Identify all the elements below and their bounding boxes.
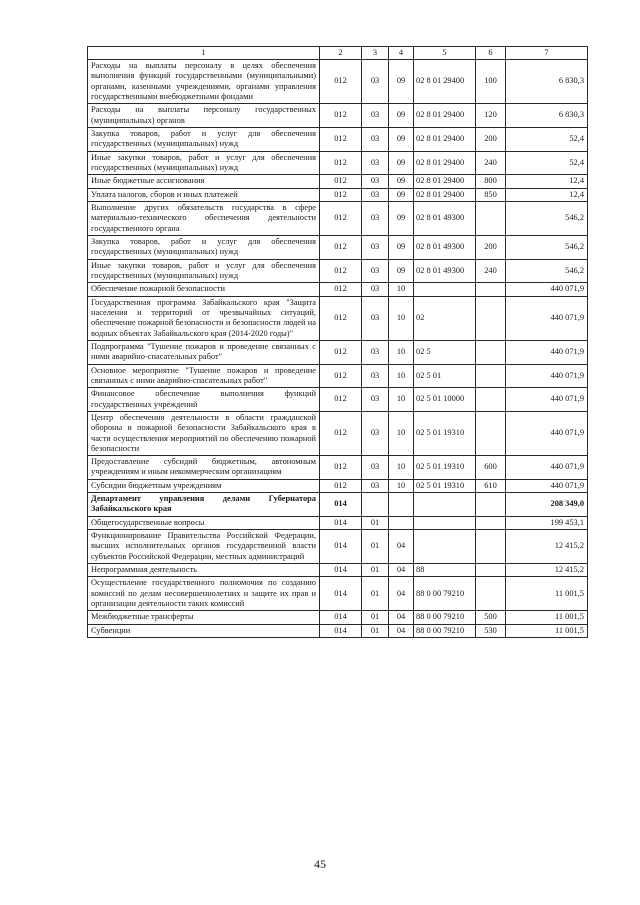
target-article-cell (414, 516, 476, 529)
subsection-code-cell: 04 (389, 564, 414, 577)
table-row (88, 175, 588, 188)
row-name-cell: Финансовое обеспечение выполнения функций государственных учреждений (88, 388, 320, 412)
target-article-cell: 02 8 01 29400 (414, 127, 476, 151)
row-name-cell: Общегосударственные вопросы (88, 516, 320, 529)
target-article-cell: 02 8 01 49300 (414, 235, 476, 259)
section-code-cell: 03 (362, 188, 389, 201)
subsection-code-cell: 04 (389, 624, 414, 637)
expense-type-cell (476, 364, 506, 388)
section-code-cell: 03 (362, 456, 389, 480)
expense-type-cell: 240 (476, 259, 506, 283)
subsection-code-cell: 09 (389, 235, 414, 259)
subsection-code-cell: 09 (389, 259, 414, 283)
target-article-cell (414, 493, 476, 517)
amount-cell: 440 071,9 (506, 456, 588, 480)
amount-cell: 440 071,9 (506, 340, 588, 364)
grbs-code-cell: 012 (320, 364, 362, 388)
subsection-code-cell: 09 (389, 175, 414, 188)
header-cell: 7 (506, 47, 588, 60)
section-code-cell: 01 (362, 564, 389, 577)
target-article-cell: 02 8 01 29400 (414, 104, 476, 128)
grbs-code-cell: 014 (320, 530, 362, 564)
section-code-cell: 01 (362, 624, 389, 637)
section-code-cell: 03 (362, 235, 389, 259)
expense-type-cell: 800 (476, 175, 506, 188)
amount-cell: 546,2 (506, 235, 588, 259)
section-code-cell: 03 (362, 411, 389, 455)
expense-type-cell (476, 493, 506, 517)
table-row (88, 296, 588, 340)
row-name-cell: Иные закупки товаров, работ и услуг для обеспечения государственных (муниципальных) нужд (88, 151, 320, 175)
grbs-code-cell: 012 (320, 175, 362, 188)
table-row (88, 411, 588, 455)
table-header-row (88, 47, 588, 60)
subsection-code-cell: 10 (389, 388, 414, 412)
amount-cell: 440 071,9 (506, 296, 588, 340)
target-article-cell: 02 8 01 29400 (414, 175, 476, 188)
subsection-code-cell: 10 (389, 364, 414, 388)
header-cell: 2 (320, 47, 362, 60)
subsection-code-cell: 09 (389, 201, 414, 235)
subsection-code-cell: 09 (389, 104, 414, 128)
amount-cell: 440 071,9 (506, 364, 588, 388)
row-name-cell: Иные закупки товаров, работ и услуг для обеспечения государственных (муниципальных) нужд (88, 259, 320, 283)
target-article-cell: 02 5 (414, 340, 476, 364)
section-code-cell: 03 (362, 151, 389, 175)
subsection-code-cell: 09 (389, 127, 414, 151)
row-name-cell: Непрограммная деятельность (88, 564, 320, 577)
header-cell: 6 (476, 47, 506, 60)
section-code-cell: 03 (362, 259, 389, 283)
section-code-cell: 03 (362, 364, 389, 388)
row-name-cell: Предоставление субсидий бюджетным, автономным учреждениям и иным некоммерческим организациям (88, 456, 320, 480)
header-cell: 4 (389, 47, 414, 60)
grbs-code-cell: 012 (320, 151, 362, 175)
expense-type-cell (476, 201, 506, 235)
section-code-cell: 01 (362, 516, 389, 529)
expense-type-cell: 200 (476, 127, 506, 151)
section-code-cell: 03 (362, 60, 389, 104)
grbs-code-cell: 012 (320, 60, 362, 104)
table-row (88, 340, 588, 364)
amount-cell: 12,4 (506, 188, 588, 201)
subsection-code-cell: 04 (389, 611, 414, 624)
amount-cell: 440 071,9 (506, 479, 588, 492)
target-article-cell: 02 5 01 10000 (414, 388, 476, 412)
grbs-code-cell: 012 (320, 296, 362, 340)
table-row (88, 577, 588, 611)
table-row (88, 151, 588, 175)
grbs-code-cell: 014 (320, 564, 362, 577)
section-code-cell: 01 (362, 530, 389, 564)
table-row (88, 127, 588, 151)
section-code-cell: 03 (362, 296, 389, 340)
grbs-code-cell: 012 (320, 188, 362, 201)
amount-cell: 52,4 (506, 151, 588, 175)
grbs-code-cell: 012 (320, 340, 362, 364)
row-name-cell: Иные бюджетные ассигнования (88, 175, 320, 188)
target-article-cell: 88 0 00 79210 (414, 624, 476, 637)
row-name-cell: Центр обеспечения деятельности в области гражданской обороны и пожарной безопасности Забайкальского края в части осуществления мероприятий по обеспечению пожарной безопасности (88, 411, 320, 455)
target-article-cell (414, 283, 476, 296)
grbs-code-cell: 012 (320, 388, 362, 412)
subsection-code-cell: 10 (389, 340, 414, 364)
expense-type-cell (476, 283, 506, 296)
table-row (88, 259, 588, 283)
table-row (88, 283, 588, 296)
grbs-code-cell: 014 (320, 577, 362, 611)
section-code-cell: 03 (362, 127, 389, 151)
table-row (88, 479, 588, 492)
amount-cell: 11 001,5 (506, 611, 588, 624)
amount-cell: 546,2 (506, 259, 588, 283)
expense-type-cell (476, 564, 506, 577)
row-name-cell: Обеспечение пожарной безопасности (88, 283, 320, 296)
row-name-cell: Субвенции (88, 624, 320, 637)
subsection-code-cell (389, 493, 414, 517)
row-name-cell: Закупка товаров, работ и услуг для обеспечения государственных (муниципальных) нужд (88, 235, 320, 259)
section-code-cell: 03 (362, 388, 389, 412)
amount-cell: 12,4 (506, 175, 588, 188)
target-article-cell: 02 5 01 19310 (414, 479, 476, 492)
row-name-cell: Функционирование Правительства Российской Федерации, высших исполнительных органов государственной власти субъектов Российской Федерации, местных администраций (88, 530, 320, 564)
amount-cell: 440 071,9 (506, 388, 588, 412)
subsection-code-cell: 10 (389, 479, 414, 492)
grbs-code-cell: 012 (320, 235, 362, 259)
subsection-code-cell: 10 (389, 296, 414, 340)
expense-type-cell (476, 296, 506, 340)
grbs-code-cell: 012 (320, 479, 362, 492)
table-row (88, 201, 588, 235)
header-cell: 1 (88, 47, 320, 60)
amount-cell: 12 415,2 (506, 530, 588, 564)
expense-type-cell: 610 (476, 479, 506, 492)
expense-type-cell: 850 (476, 188, 506, 201)
row-name-cell: Осуществление государственного полномочия по созданию комиссий по делам несовершеннолетних и защите их прав и организации деятельности таких комиссий (88, 577, 320, 611)
table-row (88, 235, 588, 259)
target-article-cell: 02 5 01 19310 (414, 411, 476, 455)
grbs-code-cell: 012 (320, 456, 362, 480)
expense-type-cell (476, 530, 506, 564)
table-row (88, 493, 588, 517)
row-name-cell: Государственная программа Забайкальского края "Защита населения и территорий от чрезвычайных ситуаций, обеспечение пожарной безопасности и безопасности людей на водных объектах Забайкальского края (2014-2020 годы)" (88, 296, 320, 340)
amount-cell: 6 830,3 (506, 60, 588, 104)
table-row (88, 456, 588, 480)
target-article-cell: 88 (414, 564, 476, 577)
target-article-cell: 02 (414, 296, 476, 340)
table-body (88, 60, 588, 638)
header-cell: 3 (362, 47, 389, 60)
amount-cell: 208 349,0 (506, 493, 588, 517)
grbs-code-cell: 012 (320, 259, 362, 283)
page-number: 45 (314, 857, 326, 871)
subsection-code-cell (389, 516, 414, 529)
expense-type-cell: 600 (476, 456, 506, 480)
section-code-cell: 01 (362, 577, 389, 611)
grbs-code-cell: 012 (320, 127, 362, 151)
row-name-cell: Выполнение других обязательств государства в сфере материально-технического обеспечения деятельности государственного органа (88, 201, 320, 235)
target-article-cell: 02 8 01 29400 (414, 151, 476, 175)
grbs-code-cell: 012 (320, 283, 362, 296)
section-code-cell: 03 (362, 104, 389, 128)
subsection-code-cell: 10 (389, 456, 414, 480)
table-row (88, 104, 588, 128)
expense-type-cell (476, 577, 506, 611)
amount-cell: 546,2 (506, 201, 588, 235)
budget-table (87, 46, 588, 638)
target-article-cell: 02 8 01 49300 (414, 201, 476, 235)
amount-cell: 52,4 (506, 127, 588, 151)
table-row (88, 364, 588, 388)
table-row (88, 624, 588, 637)
section-code-cell: 03 (362, 201, 389, 235)
target-article-cell: 02 8 01 49300 (414, 259, 476, 283)
table-row (88, 564, 588, 577)
subsection-code-cell: 09 (389, 188, 414, 201)
target-article-cell: 88 0 00 79210 (414, 577, 476, 611)
row-name-cell: Департамент управления делами Губернатора Забайкальского края (88, 493, 320, 517)
header-cell: 5 (414, 47, 476, 60)
expense-type-cell: 500 (476, 611, 506, 624)
table-row (88, 60, 588, 104)
row-name-cell: Расходы на выплаты персоналу государственных (муниципальных) органов (88, 104, 320, 128)
grbs-code-cell: 014 (320, 493, 362, 517)
expense-type-cell (476, 340, 506, 364)
expense-type-cell (476, 388, 506, 412)
grbs-code-cell: 012 (320, 201, 362, 235)
grbs-code-cell: 014 (320, 624, 362, 637)
row-name-cell: Уплата налогов, сборов и иных платежей (88, 188, 320, 201)
target-article-cell: 02 8 01 29400 (414, 60, 476, 104)
row-name-cell: Закупка товаров, работ и услуг для обеспечения государственных (муниципальных) нужд (88, 127, 320, 151)
amount-cell: 440 071,9 (506, 411, 588, 455)
subsection-code-cell: 04 (389, 530, 414, 564)
subsection-code-cell: 04 (389, 577, 414, 611)
amount-cell: 11 001,5 (506, 577, 588, 611)
target-article-cell: 02 5 01 19310 (414, 456, 476, 480)
target-article-cell (414, 530, 476, 564)
expense-type-cell: 240 (476, 151, 506, 175)
subsection-code-cell: 10 (389, 411, 414, 455)
target-article-cell: 88 0 00 79210 (414, 611, 476, 624)
expense-type-cell: 120 (476, 104, 506, 128)
row-name-cell: Межбюджетные трансферты (88, 611, 320, 624)
section-code-cell: 03 (362, 479, 389, 492)
row-name-cell: Расходы на выплаты персоналу в целях обеспечения выполнения функций государственными (муниципальными) органами, казенными учреждениями, органами управления государственными внебюджетными фондами (88, 60, 320, 104)
expense-type-cell (476, 411, 506, 455)
subsection-code-cell: 10 (389, 283, 414, 296)
row-name-cell: Субсидии бюджетным учреждениям (88, 479, 320, 492)
amount-cell: 440 071,9 (506, 283, 588, 296)
subsection-code-cell: 09 (389, 151, 414, 175)
grbs-code-cell: 014 (320, 611, 362, 624)
table-row (88, 516, 588, 529)
target-article-cell: 02 8 01 29400 (414, 188, 476, 201)
expense-type-cell: 530 (476, 624, 506, 637)
table-row (88, 530, 588, 564)
section-code-cell: 03 (362, 283, 389, 296)
expense-type-cell: 100 (476, 60, 506, 104)
amount-cell: 12 415,2 (506, 564, 588, 577)
table-row (88, 388, 588, 412)
section-code-cell: 03 (362, 340, 389, 364)
section-code-cell (362, 493, 389, 517)
amount-cell: 11 001,5 (506, 624, 588, 637)
amount-cell: 199 453,1 (506, 516, 588, 529)
row-name-cell: Основное мероприятие "Тушение пожаров и проведение связанных с ними аварийно-спасательных работ" (88, 364, 320, 388)
table-row (88, 611, 588, 624)
section-code-cell: 01 (362, 611, 389, 624)
expense-type-cell (476, 516, 506, 529)
expense-type-cell: 200 (476, 235, 506, 259)
grbs-code-cell: 012 (320, 411, 362, 455)
table-row (88, 188, 588, 201)
amount-cell: 6 830,3 (506, 104, 588, 128)
grbs-code-cell: 012 (320, 104, 362, 128)
grbs-code-cell: 014 (320, 516, 362, 529)
row-name-cell: Подпрограмма "Тушение пожаров и проведение связанных с ними аварийно-спасательных работ" (88, 340, 320, 364)
target-article-cell: 02 5 01 (414, 364, 476, 388)
section-code-cell: 03 (362, 175, 389, 188)
subsection-code-cell: 09 (389, 60, 414, 104)
